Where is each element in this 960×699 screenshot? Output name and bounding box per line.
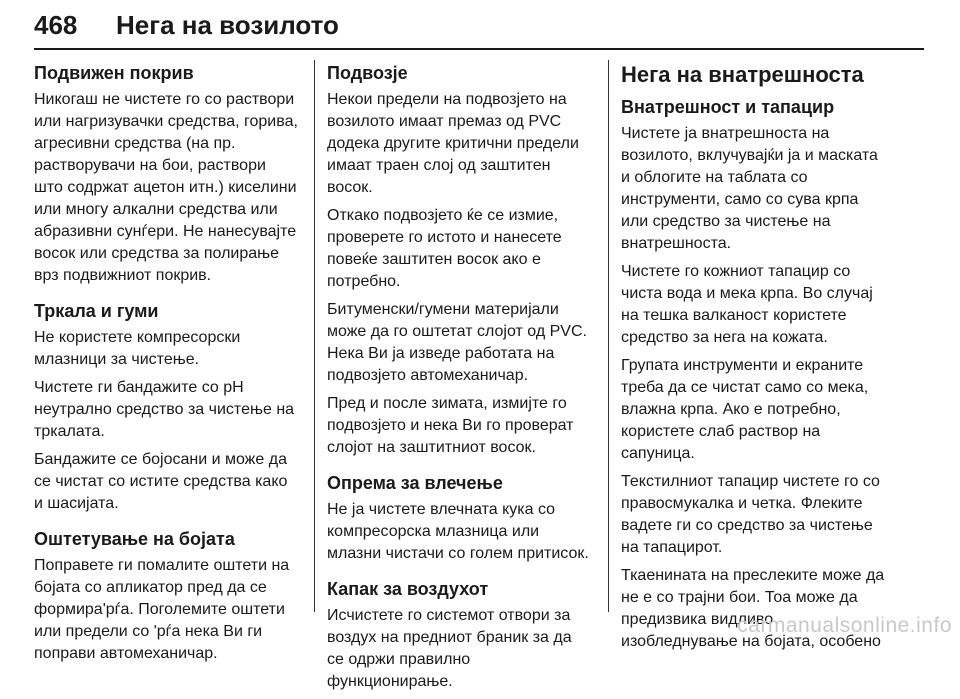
paragraph: Пред и после зимата, измијте го подвозјето и нека Ви го проверат слојот на заштитниот восок. — [327, 395, 574, 456]
page-title: Нега на возилото — [116, 10, 339, 40]
paragraph: Поправете ги помалите оштети на бојата со апликатор пред да се формира'рѓа. Поголемите оштети или предели со 'рѓа нека Ви ги поправи автомеханичар. — [34, 557, 290, 662]
section-heading: Тркала и гуми — [34, 301, 159, 321]
header-rule — [34, 48, 924, 50]
section-heading: Опрема за влечење — [327, 473, 503, 493]
paragraph: Чистете го кожниот тапацир со чиста вода и мека крпа. Во случај на тешка валканост користете средство за нега на кожата. — [621, 263, 873, 346]
column-1 — [34, 62, 299, 671]
paragraph: Откако подвозјето ќе се измие, проверете го истото и нанесете повеќе заштитен восок ако е потребно. — [327, 207, 562, 290]
paragraph: Групата инструменти и екраните треба да се чистат само со мека, влажна крпа. Ако е потребно, користете слаб раствор на сапуница. — [621, 357, 869, 462]
column-2 — [327, 62, 592, 699]
section-heading: Подвозје — [327, 63, 408, 83]
paragraph: Чистете ги бандажите со pH неутрално средство за чистење на тркалата. — [34, 379, 295, 440]
page-header — [34, 10, 339, 41]
paragraph: Чистете ја внатрешноста на возилото, вклучувајќи ја и маската и облогите на таблата со инструменти, само со сува крпа или средство за чистење на внатрешноста. — [621, 125, 878, 252]
paragraph: Бандажите се бојосани и може да се чистат со истите средства како и шасијата. — [34, 451, 288, 512]
paragraph: Текстилниот тапацир чистете го со правосмукалка и четка. Флеките вадете ги со средство за чистење на тапацирот. — [621, 473, 880, 556]
paragraph: Некои предели на подвозјето на возилото имаат премаз од PVC додека другите критични предели имаат траен слој од заштитен восок. — [327, 91, 579, 196]
page-number: 468 — [34, 10, 78, 40]
paragraph: Никогаш не чистете го со раствори или нагризувачки средства, горива, агресивни средства (на пр. растворувачи на бои, раствори што содржат ацетон итн.) киселини или многу алкални средства или абразивни сунѓери. Не нанесувајте восок или средства за полирање врз подвижниот покрив. — [34, 91, 298, 284]
watermark: carmanualsonline.info — [737, 614, 952, 637]
paragraph: Ткаенината на преслеките може да не е со трајни бои. Тоа може да предизвика видливо изобледнување на бојата, особено — [621, 567, 885, 650]
paragraph: Исчистете го системот отвори за воздух на предниот браник за да се одржи правилно функционирање. — [327, 607, 572, 690]
chapter-heading: Нега на внатрешноста — [621, 62, 864, 87]
paragraph: Не ја чистете влечната кука со компресорска млазница или млазни чистачи со голем притисок. — [327, 501, 589, 562]
section-heading: Подвижен покрив — [34, 63, 194, 83]
section-heading: Капак за воздухот — [327, 579, 489, 599]
paragraph: Битуменски/гумени материјали може да го оштетат слојот од PVC. Нека Ви ја изведе работата на подвозјето автомеханичар. — [327, 301, 587, 384]
section-heading: Оштетување на бојата — [34, 529, 235, 549]
section-heading: Внатрешност и тапацир — [621, 97, 835, 117]
column-3 — [621, 62, 889, 659]
column-divider — [314, 60, 315, 612]
paragraph: Не користете компресорски млазници за чистење. — [34, 329, 241, 368]
column-divider — [608, 60, 609, 612]
